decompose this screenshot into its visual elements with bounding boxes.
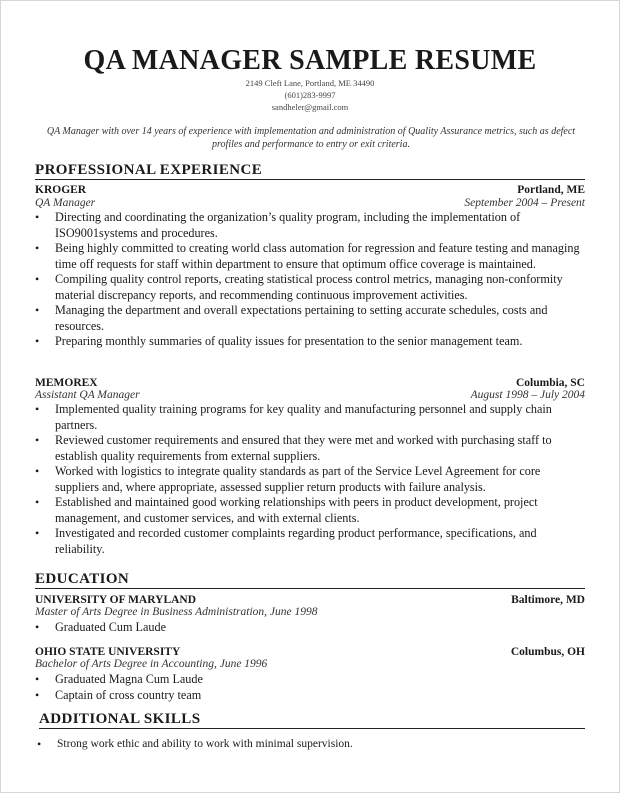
list-item: • Graduated Magna Cum Laude xyxy=(35,672,587,688)
school-location: Baltimore, MD xyxy=(511,594,585,606)
job-bullets-kroger xyxy=(35,210,587,350)
job-title: Assistant QA Manager xyxy=(35,389,140,401)
list-item: • Investigated and recorded customer complaints regarding product performance, specifications, and reliability. xyxy=(35,526,587,557)
list-item: • Compiling quality control reports, creating statistical process control metrics, managing non-conformity material discrepancy reports, and recommending continuous improvement activities. xyxy=(35,272,587,303)
list-item: • Implemented quality training programs for key quality and manufacturing personnel and supply chain partners. xyxy=(35,402,587,433)
skills-bullets xyxy=(37,737,589,753)
degree: Bachelor of Arts Degree in Accounting, June 1996 xyxy=(35,658,268,670)
contact-phone: (601)283-9997 xyxy=(284,90,336,100)
job-dates: August 1998 – July 2004 xyxy=(470,389,585,401)
list-item: • Preparing monthly summaries of quality issues for presentation to the senior management team. xyxy=(35,334,587,350)
summary-statement: QA Manager with over 14 years of experience with implementation and administration of Quality Assurance metrics, such as defect profiles and performance to entry or exit criteria. xyxy=(46,126,576,150)
school-name: OHIO STATE UNIVERSITY xyxy=(35,646,181,658)
school-name: UNIVERSITY OF MARYLAND xyxy=(35,594,197,606)
resume-title: QA MANAGER SAMPLE RESUME xyxy=(83,45,537,76)
section-heading-experience: PROFESSIONAL EXPERIENCE xyxy=(35,162,585,180)
school-bullets-maryland xyxy=(35,620,587,636)
contact-address: 2149 Cleft Lane, Portland, ME 34490 xyxy=(245,78,375,88)
job-bullets-memorex xyxy=(35,402,587,557)
list-item: • Directing and coordinating the organization’s quality program, including the implementation of ISO9001systems and procedures. xyxy=(35,210,587,241)
contact-email: sandheler@gmail.com xyxy=(271,102,349,112)
list-item: • Graduated Cum Laude xyxy=(35,620,587,636)
list-item: • Managing the department and overall expectations pertaining to setting accurate schedules, costs and resources. xyxy=(35,303,587,334)
list-item: • Being highly committed to creating world class automation for regression and feature testing and managing time off requests for staff within department to ensure that optimum office coverage is maintained. xyxy=(35,241,587,272)
section-heading-skills: ADDITIONAL SKILLS xyxy=(39,711,585,729)
job-company: KROGER xyxy=(35,184,87,196)
list-item: • Reviewed customer requirements and ensured that they were met and worked with purchasing staff to establish quality requirements from external suppliers. xyxy=(35,433,587,464)
job-dates: September 2004 – Present xyxy=(464,197,585,209)
list-item: • Strong work ethic and ability to work with minimal supervision. xyxy=(37,737,589,753)
job-location: Columbia, SC xyxy=(515,377,585,389)
school-location: Columbus, OH xyxy=(510,646,585,658)
list-item: • Captain of cross country team xyxy=(35,688,587,704)
school-bullets-ohio xyxy=(35,672,587,703)
list-item: • Established and maintained good working relationships with peers in product development, project management, and customer services, and with external clients. xyxy=(35,495,587,526)
job-title: QA Manager xyxy=(35,197,96,209)
list-item: • Worked with logistics to integrate quality standards as part of the Service Level Agreement for core suppliers and, where appropriate, assessed supplier return products with failure analysis. xyxy=(35,464,587,495)
job-location: Portland, ME xyxy=(517,184,585,196)
degree: Master of Arts Degree in Business Administration, June 1998 xyxy=(35,606,318,618)
section-heading-education: EDUCATION xyxy=(35,571,585,589)
job-company: MEMOREX xyxy=(35,377,98,389)
